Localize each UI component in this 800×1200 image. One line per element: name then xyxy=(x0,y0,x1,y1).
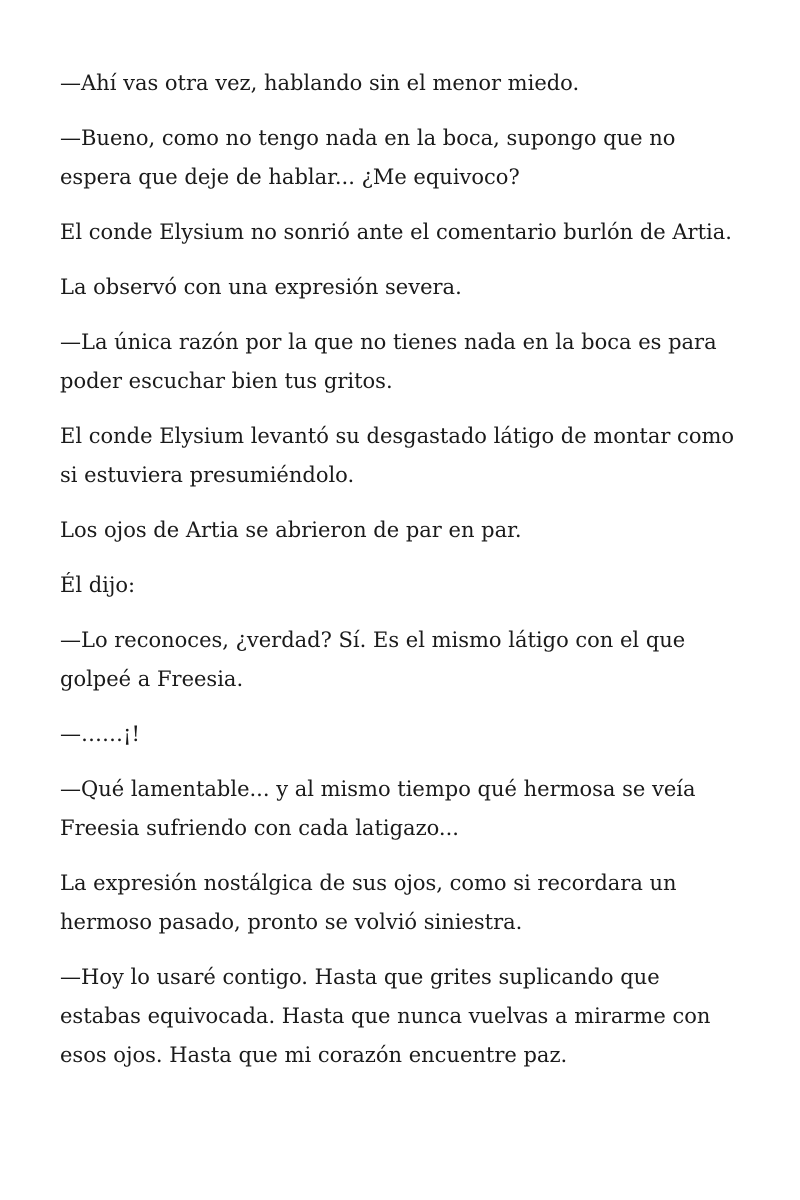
paragraph-12: La expresión nostálgica de sus ojos, como si recordara un hermoso pasado, pronto se volvió siniestra. xyxy=(60,871,677,934)
paragraph-6: El conde Elysium levantó su desgastado látigo de montar como si estuviera presumiéndolo. xyxy=(60,424,735,487)
paragraph-5: —La única razón por la que no tienes nada en la boca es para poder escuchar bien tus gritos. xyxy=(60,330,717,393)
paragraph-2: —Bueno, como no tengo nada en la boca, supongo que no espera que deje de hablar... ¿Me equivoco? xyxy=(60,126,676,189)
paragraph-8: Él dijo: xyxy=(60,573,136,597)
paragraph-9: —Lo reconoces, ¿verdad? Sí. Es el mismo látigo con el que golpeé a Freesia. xyxy=(60,628,686,691)
paragraph-1: —Ahí vas otra vez, hablando sin el menor miedo. xyxy=(60,71,580,95)
paragraph-11: —Qué lamentable... y al mismo tiempo qué hermosa se veía Freesia sufriendo con cada latigazo... xyxy=(60,777,696,840)
paragraph-3: El conde Elysium no sonrió ante el comentario burlón de Artia. xyxy=(60,220,732,244)
paragraph-7: Los ojos de Artia se abrieron de par en par. xyxy=(60,518,522,542)
paragraph-13: —Hoy lo usaré contigo. Hasta que grites suplicando que estabas equivocada. Hasta que nunca vuelvas a mirarme con esos ojos. Hasta que mi corazón encuentre paz. xyxy=(60,965,711,1067)
paragraph-4: La observó con una expresión severa. xyxy=(60,275,462,299)
paragraph-10: —……¡! xyxy=(60,722,140,746)
